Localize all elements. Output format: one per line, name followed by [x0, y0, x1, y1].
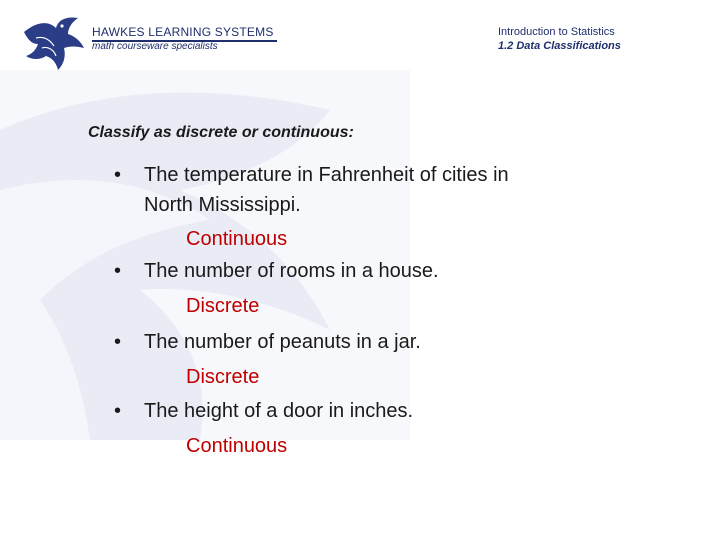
question-text: The number of peanuts in a jar. [144, 331, 421, 353]
list-item [114, 327, 594, 357]
bullet-icon: • [114, 260, 122, 282]
answer-text: Continuous [186, 228, 288, 250]
question-text-continued: North Mississippi. [144, 194, 301, 216]
brand-tagline: math courseware specialists [92, 41, 218, 52]
question-text: The height of a door in inches. [144, 400, 414, 422]
bullet-icon: • [114, 164, 122, 186]
list-item [114, 396, 594, 426]
section-title: 1.2 Data Classifications [498, 40, 621, 52]
hawkes-eagle-logo-icon [22, 14, 86, 72]
answer-text: Continuous [186, 435, 288, 457]
question-text: The temperature in Fahrenheit of cities in [144, 164, 509, 186]
bullet-icon: • [114, 331, 122, 353]
brand-name: HAWKES LEARNING SYSTEMS [92, 25, 277, 42]
bullet-icon: • [114, 400, 122, 422]
question-text: The number of rooms in a house. [144, 260, 439, 282]
list-item [114, 160, 594, 220]
answer-text: Discrete [186, 295, 260, 317]
slide-prompt: Classify as discrete or continuous: [88, 124, 354, 141]
list-item [114, 256, 594, 286]
course-title: Introduction to Statistics [498, 26, 615, 38]
answer-text: Discrete [186, 366, 260, 388]
